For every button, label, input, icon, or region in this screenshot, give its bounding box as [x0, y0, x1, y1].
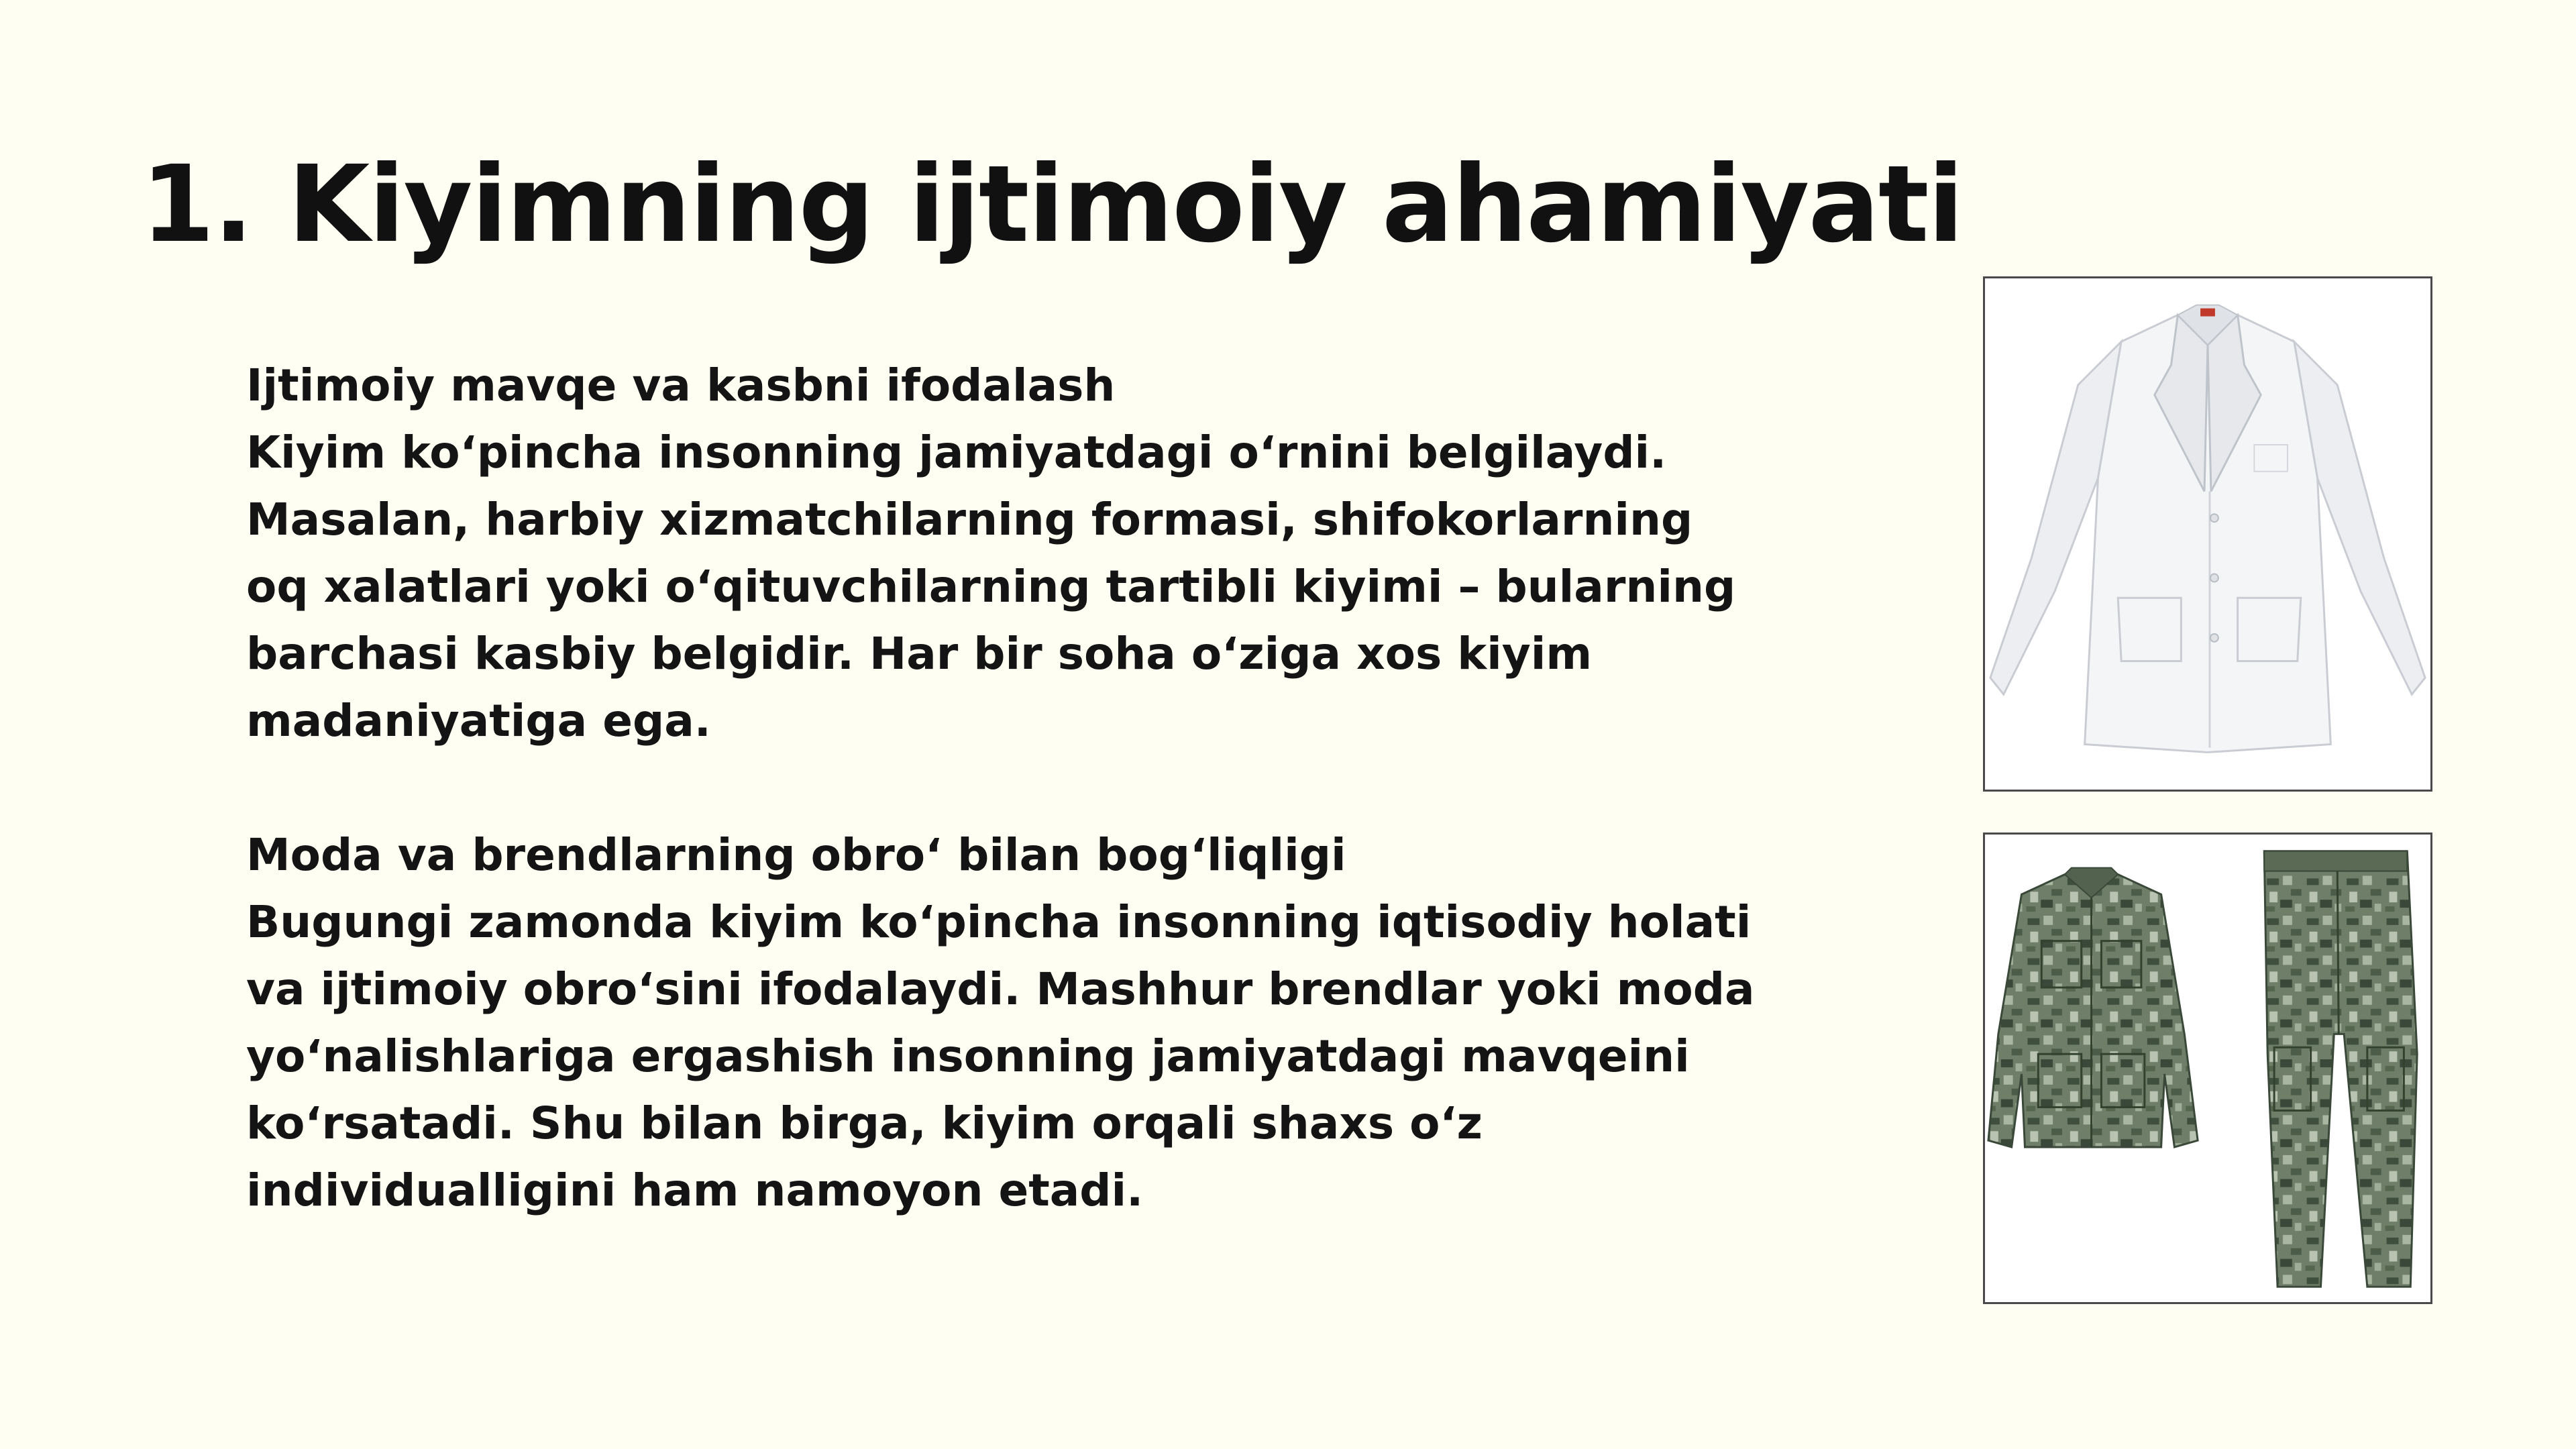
- military-uniform-image: [1983, 833, 2432, 1304]
- section-line: individualligini ham namoyon etadi.: [246, 1165, 1144, 1216]
- section-line: barchasi kasbiy belgidir. Har bir soha o‘ziga xos kiyim: [246, 628, 1593, 680]
- section-line: Bugungi zamonda kiyim ko‘pincha insonning iqtisodiy holati: [246, 896, 1752, 948]
- white-lab-coat-image: [1985, 278, 2430, 790]
- section-social-status: [246, 352, 1789, 755]
- section-heading: Ijtimoiy mavqe va kasbni ifodalash: [246, 360, 1116, 411]
- section-line: Kiyim ko‘pincha insonning jamiyatdagi o‘rnini belgilaydi.: [246, 427, 1667, 478]
- section-fashion-brands: [246, 822, 1789, 1224]
- camouflage-uniform-image: [1985, 835, 2430, 1302]
- section-line: madaniyatiga ega.: [246, 695, 711, 747]
- section-heading: Moda va brendlarning obro‘ bilan bog‘liqligi: [246, 829, 1346, 881]
- section-line: oq xalatlari yoki o‘qituvchilarning tartibli kiyimi – bularning: [246, 561, 1736, 612]
- slide-title: 1. Kiyimning ijtimoiy ahamiyati: [141, 143, 1963, 266]
- section-line: Masalan, harbiy xizmatchilarning formasi, shifokorlarning: [246, 494, 1693, 545]
- section-line: ko‘rsatadi. Shu bilan birga, kiyim orqali shaxs o‘z: [246, 1097, 1483, 1149]
- slide-body: [246, 352, 1789, 1224]
- section-line: va ijtimoiy obro‘sini ifodalaydi. Mashhur brendlar yoki moda: [246, 963, 1755, 1015]
- lab-coat-image: [1983, 276, 2432, 792]
- section-line: yo‘nalishlariga ergashish insonning jamiyatdagi mavqeini: [246, 1030, 1690, 1082]
